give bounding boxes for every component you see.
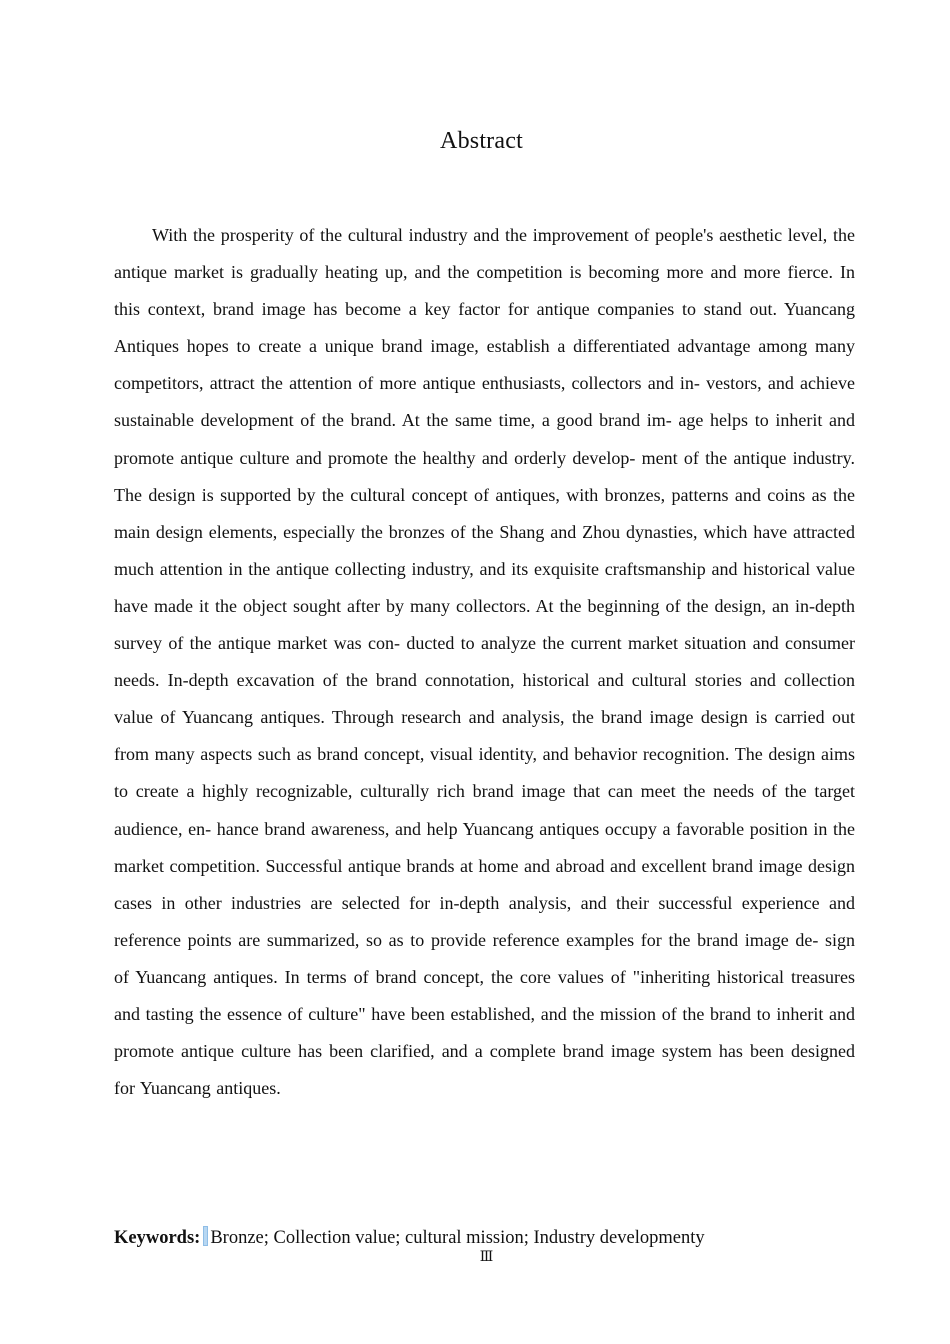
page-title: Abstract bbox=[440, 128, 523, 154]
abstract-body: With the prosperity of the cultural industry and the improvement of people's aesthetic level, the antique market is gradually heating up, and the competition is becoming more and more fierce. In this context, brand image has become a key factor for antique companies to stand out. Yuancang Antiques hopes to create a unique brand image, establish a differentiated advantage among many competitors, attract the attention of more antique enthusiasts, collectors and in- vestors, and achieve sustainable development of the brand. At the same time, a good brand im- age helps to inherit and promote antique culture and promote the healthy and orderly develop- ment of the antique industry. The design is supported by the cultural concept of antiques, with bronzes, patterns and coins as the main design elements, especially the bronzes of the Shang and Zhou dynasties, which have attracted much attention in the antique collecting industry, and its exquisite craftsmanship and historical value have made it the object sought after by many collectors. At the beginning of the design, an in-depth survey of the antique market was con- ducted to analyze the current market situation and consumer needs. In-depth excavation of the brand connotation, historical and cultural stories and collection value of Yuancang antiques. Through research and analysis, the brand image design is carried out from many aspects such as brand concept, visual identity, and behavior recognition. The design aims to create a highly recognizable, culturally rich brand image that can meet the needs of the target audience, en- hance brand awareness, and help Yuancang antiques occupy a favorable position in the market competition. Successful antique brands at home and abroad and excellent brand image design cases in other industries are selected for in-depth analysis, and their successful experience and reference points are summarized, so as to provide reference examples for the brand image de- sign of Yuancang antiques. In terms of brand concept, the core values of "inheriting historical treasures and tasting the essence of culture" have been established, and the mission of the brand to inherit and promote antique culture has been clarified, and a complete brand image system has been designed for Yuancang antiques. bbox=[114, 225, 855, 1099]
keywords-label: Keywords: bbox=[114, 1228, 201, 1248]
text-cursor-marker bbox=[203, 1226, 208, 1246]
keywords-line bbox=[114, 1226, 855, 1250]
keywords-value: Bronze; Collection value; cultural mission; Industry developmenty bbox=[210, 1228, 705, 1248]
page-number: Ⅲ bbox=[479, 1250, 494, 1265]
